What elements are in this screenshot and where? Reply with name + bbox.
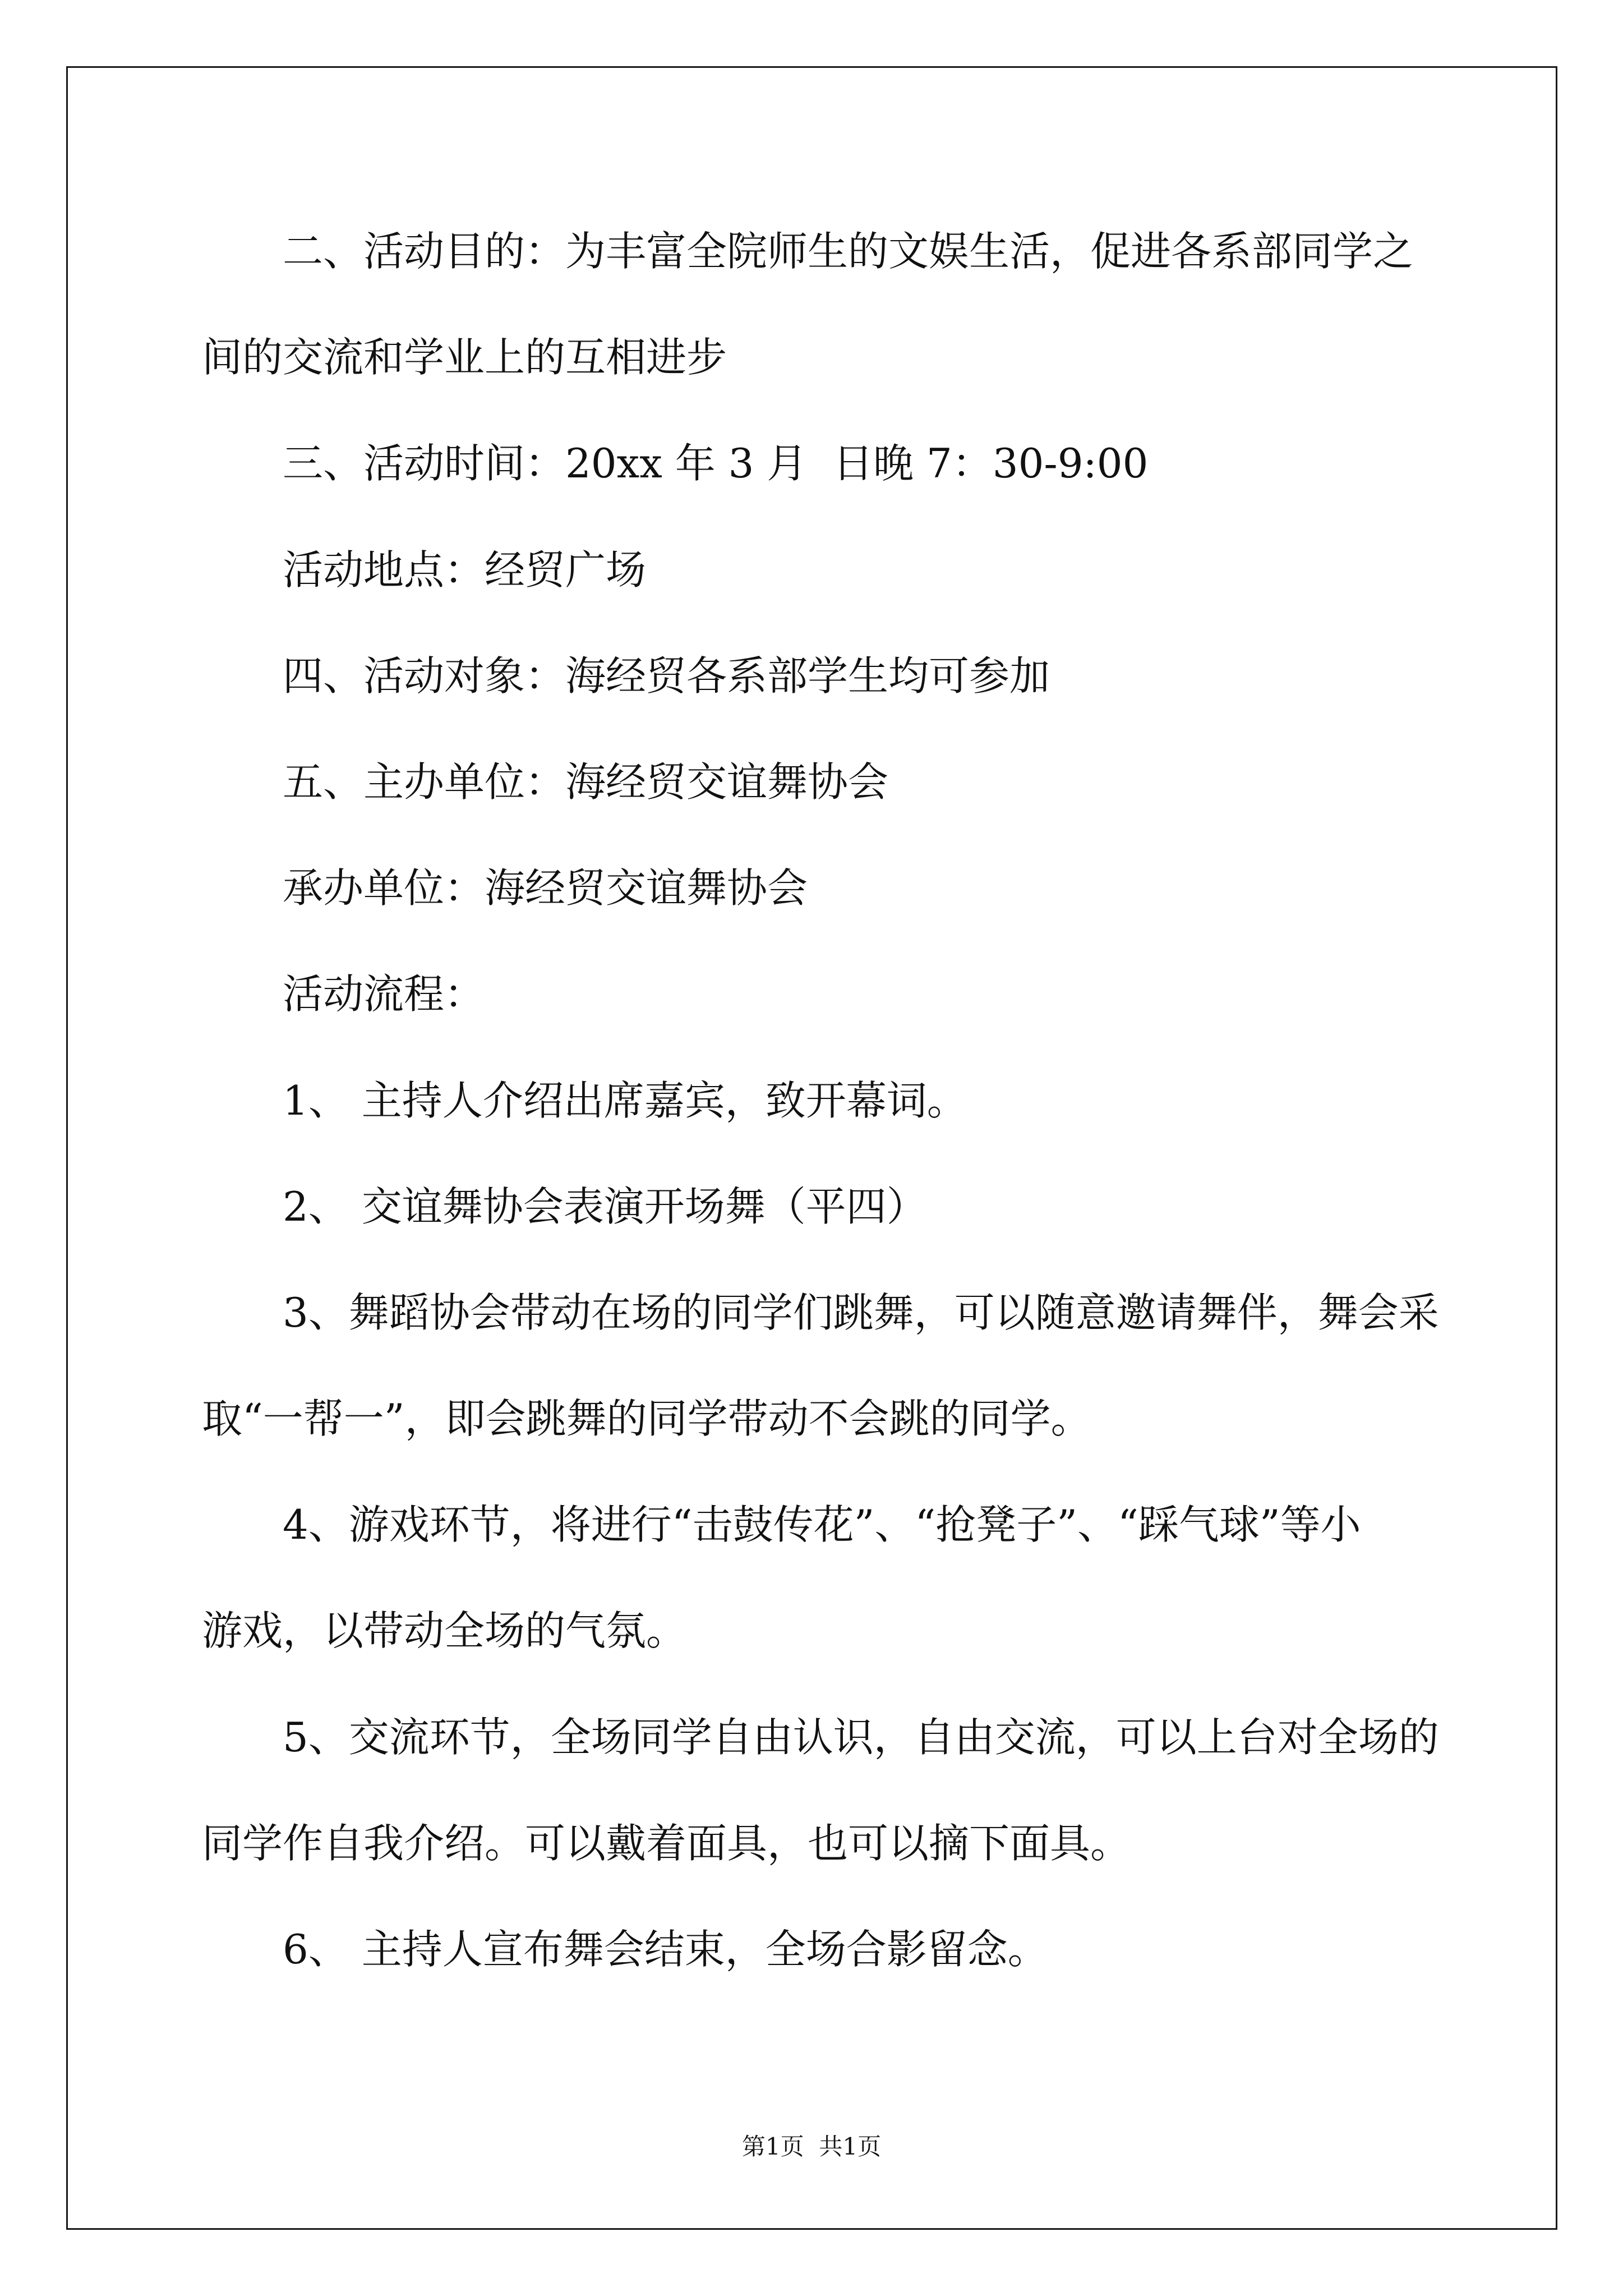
paragraph-line: 三、活动时间：20xx 年 3 月 日晚 7：30-9:00 — [283, 440, 1149, 487]
paragraph-line: 3、舞蹈协会带动在场的同学们跳舞，可以随意邀请舞伴，舞会采 — [283, 1289, 1439, 1336]
paragraph-organizer — [202, 729, 1492, 835]
paragraph-line: 5、交流环节，全场同学自由认识，自由交流，可以上台对全场的 — [283, 1713, 1439, 1761]
paragraph-objective — [202, 199, 1492, 411]
paragraph-line: 同学作自我介绍。可以戴着面具，也可以摘下面具。 — [202, 1819, 1131, 1867]
process-step-2 — [202, 1154, 1492, 1260]
paragraph-line: 二、活动目的：为丰富全院师生的文娱生活，促进各系部同学之 — [283, 228, 1414, 275]
paragraph-line: 游戏，以带动全场的气氛。 — [202, 1607, 687, 1655]
process-step-3 — [202, 1260, 1492, 1472]
paragraph-line: 1、 主持人介绍出席嘉宾，致开幕词。 — [283, 1076, 967, 1124]
process-step-1 — [202, 1048, 1492, 1154]
paragraph-line: 承办单位：海经贸交谊舞协会 — [283, 864, 808, 912]
process-step-4 — [202, 1472, 1492, 1684]
paragraph-line: 取“一帮一”，即会跳舞的同学带动不会跳的同学。 — [202, 1395, 1091, 1443]
paragraph-line: 四、活动对象：海经贸各系部学生均可参加 — [283, 652, 1050, 700]
paragraph-line: 活动地点：经贸广场 — [283, 546, 647, 593]
process-step-5 — [202, 1685, 1492, 1897]
paragraph-co-organizer — [202, 835, 1492, 941]
paragraph-line: 活动流程： — [283, 970, 485, 1018]
paragraph-line: 6、 主持人宣布舞会结束，全场合影留念。 — [283, 1926, 1048, 1973]
process-step-6 — [202, 1897, 1492, 2003]
paragraph-line: 4、游戏环节，将进行“击鼓传花”、“抢凳子”、“踩气球”等小 — [283, 1501, 1361, 1549]
paragraph-process-heading — [202, 941, 1492, 1047]
paragraph-location — [202, 517, 1492, 623]
paragraph-line: 2、 交谊舞协会表演开场舞（平四） — [283, 1182, 927, 1230]
paragraph-line: 间的交流和学业上的互相进步 — [202, 334, 727, 381]
paragraph-line: 五、主办单位：海经贸交谊舞协会 — [283, 758, 889, 806]
document-body — [202, 199, 1492, 2003]
paragraph-audience — [202, 623, 1492, 729]
paragraph-time — [202, 411, 1492, 517]
page-number-footer: 第1页 共1页 — [741, 2133, 882, 2160]
